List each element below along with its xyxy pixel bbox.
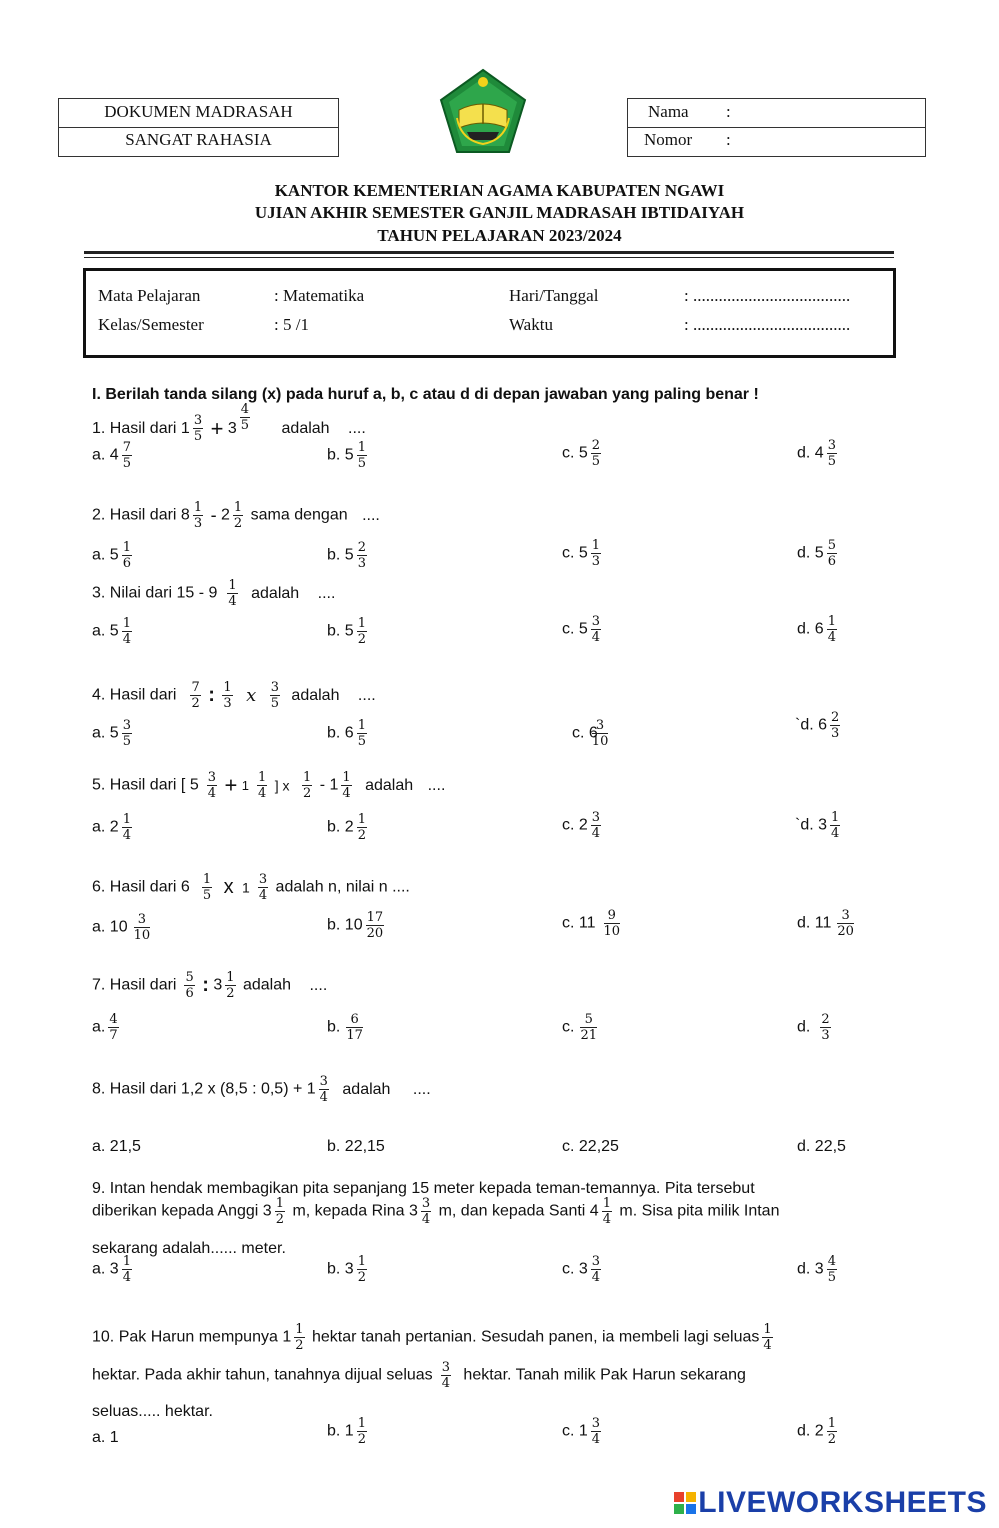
q7-option-c[interactable]: c. $\frac{5}{21}$ bbox=[562, 1012, 597, 1043]
q6-option-a[interactable]: a. 10 $\frac{3}{10}$ bbox=[92, 912, 151, 943]
question-3: 3. Nilai dari 15 - 9 $\frac{1}{4}$ adalah .... bbox=[92, 578, 336, 609]
q8-option-d[interactable]: d. 22,5 bbox=[797, 1138, 846, 1155]
time-value: : ..................................... bbox=[684, 315, 851, 334]
exam-title: UJIAN AKHIR SEMESTER GANJIL MADRASAH IBTIDAIYAH bbox=[254, 203, 745, 222]
number-separator: : bbox=[726, 130, 731, 149]
divider-thin bbox=[84, 257, 894, 258]
subject-value: : Matematika bbox=[274, 286, 365, 305]
liveworksheets-text: LIVEWORKSHEETS bbox=[698, 1486, 987, 1519]
name-separator: : bbox=[726, 102, 731, 121]
student-identity-box bbox=[627, 98, 926, 157]
q7-option-a[interactable]: a. $\frac{4}{7}$ bbox=[92, 1012, 118, 1043]
q9-option-c[interactable]: c. 3 $\frac{3}{4}$ bbox=[562, 1254, 601, 1285]
day-value: : ..................................... bbox=[684, 286, 851, 305]
q7-option-d[interactable]: d. $\frac{2}{3}$ bbox=[797, 1012, 830, 1043]
question-10-line3: seluas..... hektar. bbox=[92, 1403, 213, 1420]
q8-option-b[interactable]: b. 22,15 bbox=[327, 1138, 385, 1155]
q3-option-a[interactable]: a. 5 $\frac{1}{4}$ bbox=[92, 616, 131, 647]
q5-option-a[interactable]: a. 2 $\frac{1}{4}$ bbox=[92, 812, 131, 843]
name-label: Nama bbox=[648, 102, 689, 121]
class-value: : 5 /1 bbox=[274, 315, 309, 334]
q4-option-a[interactable]: a. 5 $\frac{3}{5}$ bbox=[92, 718, 131, 749]
q5-option-b[interactable]: b. 2 $\frac{1}{2}$ bbox=[327, 812, 366, 843]
q8-option-a[interactable]: a. 21,5 bbox=[92, 1138, 141, 1155]
q10-option-b[interactable]: b. 1 $\frac{1}{2}$ bbox=[327, 1416, 366, 1447]
number-label: Nomor bbox=[644, 130, 693, 149]
divider-thick bbox=[84, 251, 894, 254]
question-1: 1. Hasil dari 1 $\frac{3}{5}$ + 3 $\frac{4}{5}$ adalah .... bbox=[92, 402, 366, 445]
q6-option-b[interactable]: b. 10 $\frac{17}{20}$ bbox=[327, 910, 384, 941]
q4-option-c[interactable]: c. 6 $\frac{3}{10}$ bbox=[572, 718, 609, 749]
q1-option-a[interactable]: a. 4 $\frac{7}{5}$ bbox=[92, 440, 131, 471]
document-label-box bbox=[58, 98, 339, 157]
q1-option-b[interactable]: b. 5 $\frac{1}{5}$ bbox=[327, 440, 366, 471]
q1-option-d[interactable]: d. 4 $\frac{3}{5}$ bbox=[797, 438, 836, 469]
q5-option-c[interactable]: c. 2 $\frac{3}{4}$ bbox=[562, 810, 601, 841]
q4-option-b[interactable]: b. 6 $\frac{1}{5}$ bbox=[327, 718, 366, 749]
class-label: Kelas/Semester bbox=[98, 315, 204, 334]
q6-option-c[interactable]: c. 11 $\frac{9}{10}$ bbox=[562, 908, 621, 939]
liveworksheets-logo[interactable] bbox=[674, 1486, 987, 1520]
question-10-line2: hektar. Pada akhir tahun, tanahnya dijual seluas $\frac{3}{4}$ hektar. Tanah milik Pak Harun sekarang bbox=[92, 1360, 746, 1391]
question-9-line3: sekarang adalah...... meter. bbox=[92, 1240, 286, 1257]
q3-option-c[interactable]: c. 5 $\frac{3}{4}$ bbox=[562, 614, 601, 645]
exam-info-box bbox=[83, 268, 896, 358]
question-7: 7. Hasil dari $\frac{5}{6}$ : 3 $\frac{1}{2}$ adalah .... bbox=[92, 970, 328, 1001]
question-8: 8. Hasil dari 1,2 x (8,5 : 0,5) + 1 $\frac{3}{4}$ adalah .... bbox=[92, 1074, 431, 1105]
year-title: TAHUN PELAJARAN 2023/2024 bbox=[377, 226, 622, 245]
q2-option-b[interactable]: b. 5 $\frac{2}{3}$ bbox=[327, 540, 366, 571]
q7-option-b[interactable]: b. $\frac{6}{17}$ bbox=[327, 1012, 363, 1043]
q9-option-a[interactable]: a. 3 $\frac{1}{4}$ bbox=[92, 1254, 131, 1285]
q3-option-d[interactable]: d. 6 $\frac{1}{4}$ bbox=[797, 614, 836, 645]
document-label-line1: DOKUMEN MADRASAH bbox=[104, 102, 293, 121]
q8-option-c[interactable]: c. 22,25 bbox=[562, 1138, 619, 1155]
question-2: 2. Hasil dari 8 $\frac{1}{3}$ - 2 $\frac{1}{2}$ sama dengan .... bbox=[92, 500, 380, 531]
q10-option-c[interactable]: c. 1 $\frac{3}{4}$ bbox=[562, 1416, 601, 1447]
q6-option-d[interactable]: d. 11 $\frac{3}{20}$ bbox=[797, 908, 854, 939]
q1-option-c[interactable]: c. 5 $\frac{2}{5}$ bbox=[562, 438, 601, 469]
q2-option-c[interactable]: c. 5 $\frac{1}{3}$ bbox=[562, 538, 601, 569]
question-9-line1: 9. Intan hendak membagikan pita sepanjang 15 meter kepada teman-temannya. Pita tersebut bbox=[92, 1180, 755, 1197]
liveworksheets-icon bbox=[674, 1488, 696, 1510]
q4-option-d[interactable]: `d. 6 $\frac{2}{3}$ bbox=[795, 710, 840, 741]
time-label: Waktu bbox=[509, 315, 553, 334]
q9-option-d[interactable]: d. 3 $\frac{4}{5}$ bbox=[797, 1254, 836, 1285]
q9-option-b[interactable]: b. 3 $\frac{1}{2}$ bbox=[327, 1254, 366, 1285]
q2-option-a[interactable]: a. 5 $\frac{1}{6}$ bbox=[92, 540, 131, 571]
question-9-line2: diberikan kepada Anggi 3 $\frac{1}{2}$ m, kepada Rina 3 $\frac{3}{4}$ m, dan kepada Santi 4 $\frac{1}{4}$ m. Sisa pita milik Intan bbox=[92, 1196, 780, 1227]
instruction-text: I. Berilah tanda silang (x) pada huruf a, b, c atau d di depan jawaban yang paling benar ! bbox=[92, 386, 759, 403]
q10-option-d[interactable]: d. 2 $\frac{1}{2}$ bbox=[797, 1416, 836, 1447]
question-10-line1: 10. Pak Harun mempunya 1 $\frac{1}{2}$ hektar tanah pertanian. Sesudah panen, ia membeli lagi seluas $\frac{1}{4}$ bbox=[92, 1322, 772, 1353]
subject-label: Mata Pelajaran bbox=[98, 286, 201, 305]
question-5: 5. Hasil dari [ 5 $\frac{3}{4}$ + 1 $\frac{1}{4}$ ] x $\frac{1}{2}$ - 1 $\frac{1}{4}$ adalah .... bbox=[92, 770, 446, 801]
q2-option-d[interactable]: d. 5 $\frac{5}{6}$ bbox=[797, 538, 836, 569]
document-label-line2: SANGAT RAHASIA bbox=[125, 130, 272, 149]
day-label: Hari/Tanggal bbox=[509, 286, 599, 305]
office-title: KANTOR KEMENTERIAN AGAMA KABUPATEN NGAWI bbox=[274, 181, 725, 200]
q5-option-d[interactable]: `d. 3 $\frac{1}{4}$ bbox=[795, 810, 840, 841]
q3-option-b[interactable]: b. 5 $\frac{1}{2}$ bbox=[327, 616, 366, 647]
question-4: 4. Hasil dari $\frac{7}{2}$ : $\frac{1}{3}$ x $\frac{3}{5}$ adalah .... bbox=[92, 680, 376, 711]
q10-option-a[interactable]: a. 1 bbox=[92, 1429, 119, 1446]
question-6: 6. Hasil dari 6 $\frac{1}{5}$ x 1 $\frac{3}{4}$ adalah n, nilai n .... bbox=[92, 872, 410, 903]
kemenag-emblem-icon bbox=[437, 68, 529, 154]
